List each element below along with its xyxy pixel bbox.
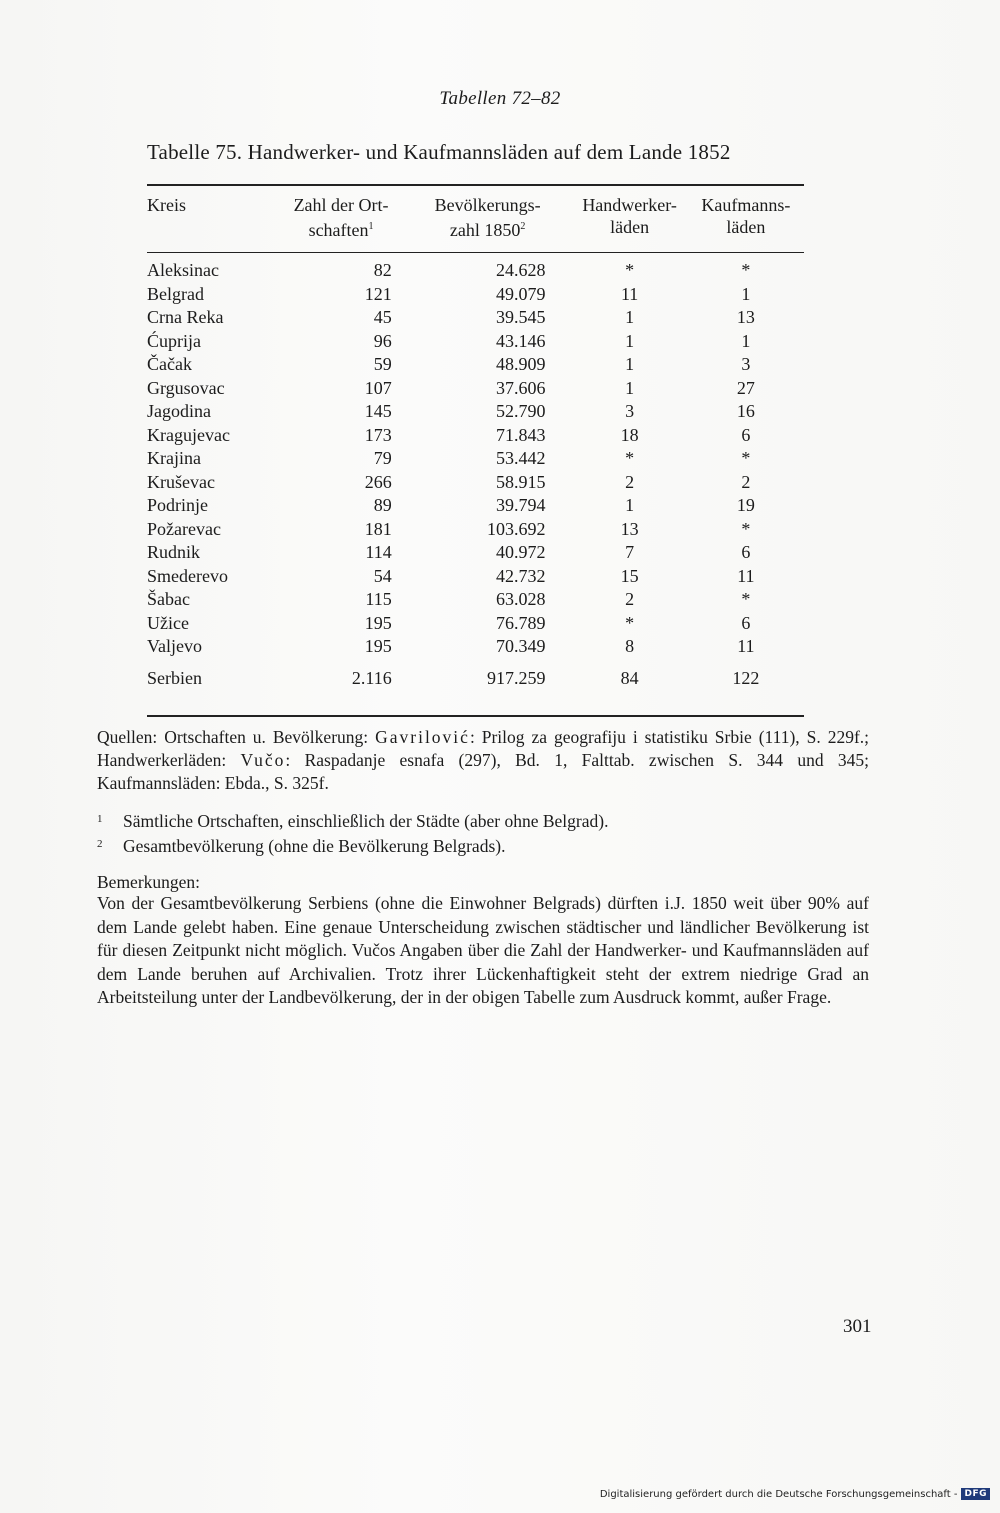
table-title: Tabelle 75. Handwerker- und Kaufmannsläden auf dem Lande 1852 xyxy=(147,140,731,164)
header-bevoelkerung: Bevölkerungs- zahl 1850$^2$ xyxy=(434,195,541,240)
table-row xyxy=(147,353,804,377)
cell-handwerkerlaeden: 7 xyxy=(625,542,635,562)
cell-bevoelkerung: 103.692 xyxy=(487,518,546,539)
table-row xyxy=(147,283,804,307)
cell-kaufmannslaeden: * xyxy=(741,518,751,539)
cell-bevoelkerung: 37.606 xyxy=(496,377,546,398)
credit-text: Digitalisierung gefördert durch die Deutsche Forschungsgemeinschaft - xyxy=(599,1488,958,1500)
digitization-credit xyxy=(600,1488,990,1500)
cell-ortschaften: 79 xyxy=(373,448,392,468)
cell-bevoelkerung: 52.790 xyxy=(496,401,546,421)
cell-kaufmannslaeden: 11 xyxy=(737,565,755,586)
table-row xyxy=(147,377,804,401)
table-row xyxy=(147,306,804,330)
table-row xyxy=(147,447,804,471)
cell-kreis: Podrinje xyxy=(147,495,208,515)
table-row xyxy=(147,259,804,283)
header-kaufmannslaeden: Kaufmanns- läden xyxy=(701,195,791,237)
table-bottom-rule xyxy=(147,715,804,717)
cell-bevoelkerung: 53.442 xyxy=(496,448,546,468)
source-author-gavrilovic: Gavrilović xyxy=(375,727,470,747)
cell-handwerkerlaeden: * xyxy=(625,448,635,468)
running-head: Tabellen 72–82 xyxy=(439,88,561,109)
cell-handwerkerlaeden: 13 xyxy=(620,518,639,539)
cell-kaufmannslaeden: 27 xyxy=(736,377,755,398)
cell-ortschaften: 266 xyxy=(364,471,392,492)
cell-kreis: Jagodina xyxy=(147,401,211,421)
total-handwerkerlaeden: 84 xyxy=(620,667,639,688)
cell-kreis: Smederevo xyxy=(147,565,228,586)
source-author-vuco: Vučo xyxy=(240,750,286,770)
cell-kaufmannslaeden: 19 xyxy=(736,495,755,515)
footnote-2: 2 Gesamtbevölkerung (ohne die Bevölkerung Belgrads). xyxy=(97,836,506,856)
cell-bevoelkerung: 76.789 xyxy=(496,612,546,633)
table-top-rule xyxy=(147,184,804,186)
cell-handwerkerlaeden: 1 xyxy=(625,495,635,515)
cell-bevoelkerung: 39.545 xyxy=(496,307,546,327)
sources-note: Quellen: Ortschaften u. Bevölkerung: Gavrilović: Prilog za geografiju i statistiku Srbie (111), S. 229f.; Handwerkerläden: Vučo: Raspadanje esnafa (297), Bd. 1, Falttab. zwischen S. 344 und 345; Kaufmannsläden: Ebda., S. 325f. xyxy=(97,727,870,793)
cell-ortschaften: 115 xyxy=(365,589,392,609)
cell-kaufmannslaeden: 11 xyxy=(737,636,755,656)
cell-ortschaften: 114 xyxy=(365,542,392,562)
cell-bevoelkerung: 71.843 xyxy=(496,424,546,445)
table-row xyxy=(147,612,804,636)
data-table xyxy=(147,194,804,690)
cell-handwerkerlaeden: 2 xyxy=(625,589,635,609)
cell-kaufmannslaeden: 2 xyxy=(741,471,751,492)
cell-handwerkerlaeden: 8 xyxy=(625,636,635,656)
cell-bevoelkerung: 24.628 xyxy=(496,260,546,280)
cell-kreis: Požarevac xyxy=(147,518,221,539)
table-row xyxy=(147,588,804,612)
cell-kreis: Crna Reka xyxy=(147,307,224,327)
cell-kaufmannslaeden: 1 xyxy=(741,283,751,304)
table-body xyxy=(147,259,804,659)
cell-handwerkerlaeden: 1 xyxy=(625,330,635,351)
cell-bevoelkerung: 63.028 xyxy=(496,589,546,609)
cell-kaufmannslaeden: * xyxy=(741,260,751,280)
cell-ortschaften: 45 xyxy=(373,307,392,327)
cell-ortschaften: 107 xyxy=(364,377,392,398)
table-row xyxy=(147,471,804,495)
cell-handwerkerlaeden: 2 xyxy=(625,471,635,492)
cell-kreis: Krajina xyxy=(147,448,201,468)
cell-ortschaften: 121 xyxy=(364,283,392,304)
cell-ortschaften: 59 xyxy=(373,354,392,374)
cell-kreis: Šabac xyxy=(147,589,190,609)
cell-handwerkerlaeden: 3 xyxy=(625,401,635,421)
cell-kreis: Čačak xyxy=(147,354,192,374)
cell-kreis: Aleksinac xyxy=(147,260,219,280)
cell-handwerkerlaeden: * xyxy=(625,612,635,633)
cell-ortschaften: 181 xyxy=(364,518,392,539)
cell-handwerkerlaeden: * xyxy=(625,260,635,280)
cell-bevoelkerung: 58.915 xyxy=(496,471,546,492)
cell-kaufmannslaeden: 6 xyxy=(741,612,751,633)
cell-bevoelkerung: 43.146 xyxy=(496,330,546,351)
cell-ortschaften: 195 xyxy=(364,636,392,656)
cell-kreis: Belgrad xyxy=(147,283,204,304)
remarks-text: Von der Gesamtbevölkerung Serbiens (ohne die Einwohner Belgrads) dürften i.J. 1850 weit über 90% auf dem Lande gelebt haben. Eine genaue Unterscheidung zwischen städtischer und ländlicher Bevölkerung ist für diesen Zeitpunkt nicht möglich. Vučos Angaben über die Zahl der Handwerker- und Kaufmannsläden auf dem Lande beruhen auf Archivalien. Trotz ihrer Lückenhaftigkeit steht der extrem niedrige Grad an Arbeitsteilung unter der Landbevölkerung, der in der obigen Tabelle zum Ausdruck kommt, außer Frage. xyxy=(97,893,869,1007)
cell-bevoelkerung: 49.079 xyxy=(496,283,546,304)
cell-handwerkerlaeden: 1 xyxy=(625,377,635,398)
cell-kreis: Grgusovac xyxy=(147,377,225,398)
cell-bevoelkerung: 70.349 xyxy=(496,636,546,656)
header-handwerkerlaeden: Handwerker- läden xyxy=(582,195,677,237)
cell-kaufmannslaeden: 13 xyxy=(736,307,755,327)
cell-handwerkerlaeden: 11 xyxy=(620,283,639,304)
cell-ortschaften: 195 xyxy=(364,612,392,633)
cell-kaufmannslaeden: 6 xyxy=(741,424,751,445)
table-row xyxy=(147,400,804,424)
table-row xyxy=(147,494,804,518)
cell-kreis: Valjevo xyxy=(147,636,202,656)
table-row xyxy=(147,565,804,589)
cell-handwerkerlaeden: 18 xyxy=(620,424,639,445)
cell-bevoelkerung: 40.972 xyxy=(496,542,546,562)
cell-kaufmannslaeden: 1 xyxy=(741,330,751,351)
cell-handwerkerlaeden: 15 xyxy=(620,565,639,586)
table-row xyxy=(147,518,804,542)
cell-kaufmannslaeden: * xyxy=(741,448,751,468)
cell-kreis: Ćuprija xyxy=(147,330,201,351)
dfg-logo: DFG xyxy=(961,1488,990,1500)
table-row xyxy=(147,424,804,448)
cell-kaufmannslaeden: * xyxy=(741,589,751,609)
cell-kreis: Kragujevac xyxy=(147,424,230,445)
cell-ortschaften: 82 xyxy=(373,260,392,280)
table-row xyxy=(147,635,804,659)
total-kreis: Serbien xyxy=(147,667,202,688)
total-ortschaften: 2.116 xyxy=(351,667,392,688)
footnote-1: 1 Sämtliche Ortschaften, einschließlich der Städte (aber ohne Belgrad). xyxy=(97,811,609,831)
page-number: 301 xyxy=(843,1316,872,1337)
header-kreis: Kreis xyxy=(147,195,186,215)
cell-handwerkerlaeden: 1 xyxy=(625,354,635,374)
cell-kaufmannslaeden: 3 xyxy=(741,354,751,374)
cell-bevoelkerung: 39.794 xyxy=(496,495,546,515)
cell-kreis: Užice xyxy=(147,612,189,633)
cell-ortschaften: 89 xyxy=(373,495,392,515)
cell-ortschaften: 173 xyxy=(364,424,392,445)
cell-bevoelkerung: 48.909 xyxy=(496,354,546,374)
cell-kaufmannslaeden: 6 xyxy=(741,542,751,562)
table-row xyxy=(147,330,804,354)
cell-kreis: Kruševac xyxy=(147,471,215,492)
cell-ortschaften: 54 xyxy=(373,565,392,586)
total-bevoelkerung: 917.259 xyxy=(487,667,546,688)
cell-ortschaften: 96 xyxy=(373,330,392,351)
cell-handwerkerlaeden: 1 xyxy=(625,307,635,327)
cell-kreis: Rudnik xyxy=(147,542,201,562)
table-row xyxy=(147,541,804,565)
table-header-row xyxy=(147,194,804,241)
cell-kaufmannslaeden: 16 xyxy=(736,401,755,421)
total-kaufmannslaeden: 122 xyxy=(732,667,760,688)
cell-ortschaften: 145 xyxy=(364,401,392,421)
table-total-row xyxy=(147,665,804,691)
remarks-heading: Bemerkungen: xyxy=(97,872,201,892)
header-ortschaften: Zahl der Ort- schaften$^1$ xyxy=(293,195,389,240)
cell-bevoelkerung: 42.732 xyxy=(496,565,546,586)
